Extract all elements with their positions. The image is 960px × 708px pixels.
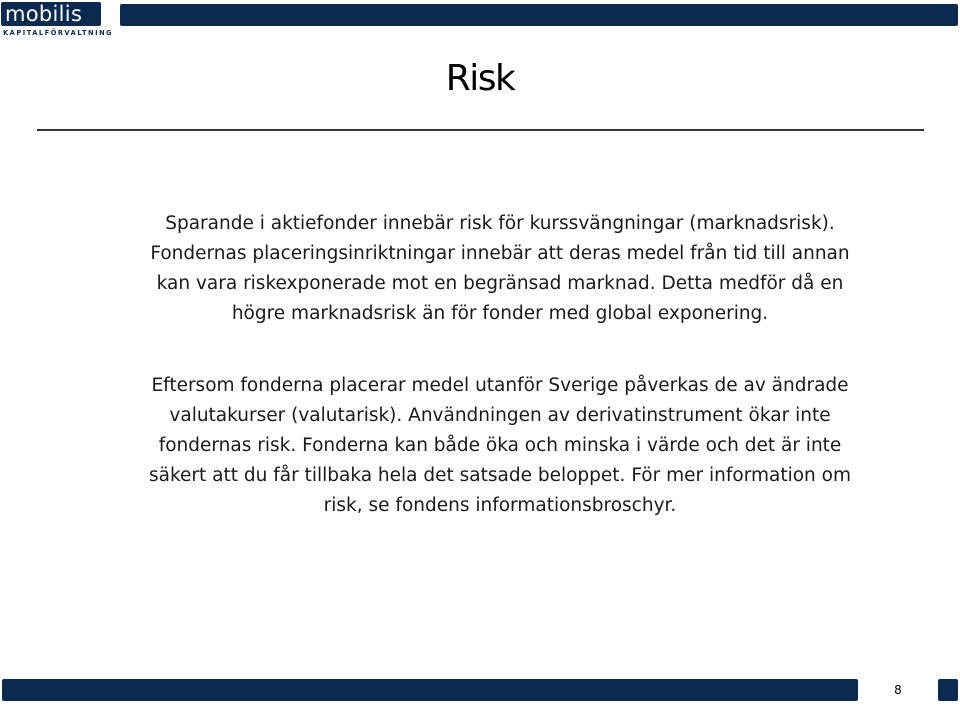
risk-paragraph-currency	[80, 371, 920, 521]
slide-title: Risk	[445, 58, 515, 99]
logo-tagline: KAPITALFÖRVALTNING	[3, 29, 114, 37]
risk-paragraph-market	[80, 209, 920, 329]
header-bar	[120, 4, 958, 26]
paragraph-line: Fondernas placeringsinriktningar innebär att deras medel från tid till annan	[150, 243, 850, 264]
footer-bar	[2, 679, 858, 701]
logo-wordmark: mobilis	[1, 2, 101, 26]
paragraph-line: kan vara riskexponerade mot en begränsad marknad. Detta medför då en	[156, 273, 844, 294]
title-divider	[37, 129, 924, 131]
paragraph-line: risk, se fondens informationsbroschyr.	[323, 495, 677, 516]
paragraph-line: Sparande i aktiefonder innebär risk för kurssvängningar (marknadsrisk).	[165, 213, 835, 234]
footer-bar-end	[938, 679, 958, 701]
page-number: 8	[894, 683, 902, 697]
paragraph-line: valutakurser (valutarisk). Användningen av derivatinstrument ökar inte	[169, 405, 831, 426]
paragraph-line: fondernas risk. Fonderna kan både öka och minska i värde och det är inte	[158, 435, 842, 456]
paragraph-line: säkert att du får tillbaka hela det satsade beloppet. För mer information om	[149, 465, 851, 486]
company-logo	[1, 0, 114, 42]
paragraph-line: högre marknadsrisk än för fonder med global exponering.	[231, 303, 769, 324]
paragraph-line: Eftersom fonderna placerar medel utanför Sverige påverkas de av ändrade	[151, 375, 849, 396]
